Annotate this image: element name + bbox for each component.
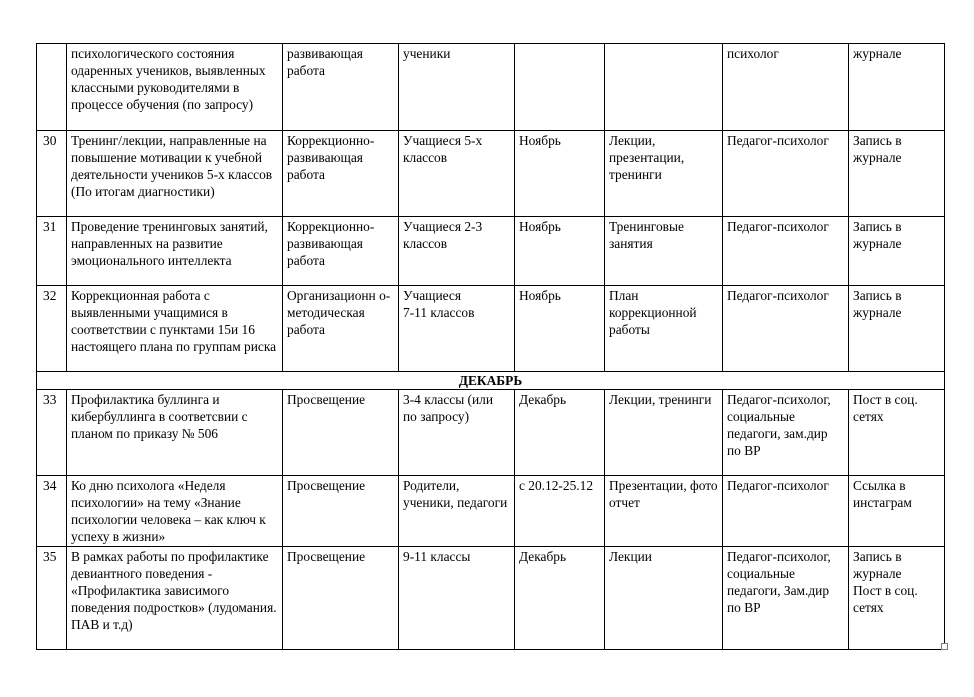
activity-cell: Проведение тренинговых занятий, направленных на развитие эмоционального интеллекта bbox=[67, 217, 283, 286]
work-plan-table bbox=[36, 43, 945, 650]
activity-cell: В рамках работы по профилактике девиантного поведения - «Профилактика зависимого поведения подростков» (лудомания. ПАВ и т.д) bbox=[67, 547, 283, 650]
participants-cell: Родители, ученики, педагоги bbox=[399, 476, 515, 547]
row-number bbox=[37, 44, 67, 131]
direction-cell: Коррекционно-развивающая работа bbox=[283, 217, 399, 286]
row-number: 33 bbox=[37, 390, 67, 476]
direction-cell: развивающая работа bbox=[283, 44, 399, 131]
date-cell: Декабрь bbox=[515, 390, 605, 476]
month-header: ДЕКАБРЬ bbox=[37, 372, 945, 390]
report-cell: журнале bbox=[849, 44, 945, 131]
report-cell: Запись в журнале bbox=[849, 217, 945, 286]
table-row bbox=[37, 44, 945, 131]
date-cell: Ноябрь bbox=[515, 286, 605, 372]
participants-cell: Учащиеся 7-11 классов bbox=[399, 286, 515, 372]
form-cell: Лекции bbox=[605, 547, 723, 650]
row-number: 34 bbox=[37, 476, 67, 547]
form-cell: План коррекционной работы bbox=[605, 286, 723, 372]
report-cell: Запись в журнале bbox=[849, 131, 945, 217]
report-cell: Ссылка в инстаграм bbox=[849, 476, 945, 547]
row-number: 31 bbox=[37, 217, 67, 286]
responsible-cell: Педагог-психолог bbox=[723, 476, 849, 547]
form-cell: Презентации, фото отчет bbox=[605, 476, 723, 547]
row-number: 30 bbox=[37, 131, 67, 217]
responsible-cell: психолог bbox=[723, 44, 849, 131]
activity-cell: психологического состояния одаренных учеников, выявленных классными руководителями в процессе обучения (по запросу) bbox=[67, 44, 283, 131]
date-cell bbox=[515, 44, 605, 131]
table-row bbox=[37, 476, 945, 547]
table-row bbox=[37, 131, 945, 217]
table-row bbox=[37, 390, 945, 476]
responsible-cell: Педагог-психолог bbox=[723, 131, 849, 217]
table-row bbox=[37, 286, 945, 372]
direction-cell: Просвещение bbox=[283, 547, 399, 650]
date-cell: с 20.12-25.12 bbox=[515, 476, 605, 547]
date-cell: Ноябрь bbox=[515, 131, 605, 217]
direction-cell: Просвещение bbox=[283, 476, 399, 547]
report-cell: Запись в журнале bbox=[849, 286, 945, 372]
responsible-cell: Педагог-психолог, социальные педагоги, зам.дир по ВР bbox=[723, 390, 849, 476]
form-cell: Лекции, тренинги bbox=[605, 390, 723, 476]
responsible-cell: Педагог-психолог, социальные педагоги, Зам.дир по ВР bbox=[723, 547, 849, 650]
responsible-cell: Педагог-психолог bbox=[723, 217, 849, 286]
form-cell bbox=[605, 44, 723, 131]
direction-cell: Просвещение bbox=[283, 390, 399, 476]
activity-cell: Коррекционная работа с выявленными учащимися в соответствии с пунктами 15и 16 настоящего плана по группам риска bbox=[67, 286, 283, 372]
participants-cell: Учащиеся 2-3 классов bbox=[399, 217, 515, 286]
month-header-row bbox=[37, 372, 945, 390]
participants-cell: 9-11 классы bbox=[399, 547, 515, 650]
table-row bbox=[37, 547, 945, 650]
responsible-cell: Педагог-психолог bbox=[723, 286, 849, 372]
participants-cell: ученики bbox=[399, 44, 515, 131]
date-cell: Декабрь bbox=[515, 547, 605, 650]
form-cell: Лекции, презентации, тренинги bbox=[605, 131, 723, 217]
activity-cell: Ко дню психолога «Неделя психологии» на тему «Знание психологии человека – как ключ к успеху в жизни» bbox=[67, 476, 283, 547]
table-row bbox=[37, 217, 945, 286]
date-cell: Ноябрь bbox=[515, 217, 605, 286]
direction-cell: Коррекционно-развивающая работа bbox=[283, 131, 399, 217]
activity-cell: Профилактика буллинга и кибербуллинга в соответсвии с планом по приказу № 506 bbox=[67, 390, 283, 476]
participants-cell: Учащиеся 5-х классов bbox=[399, 131, 515, 217]
report-cell: Запись в журнале Пост в соц. сетях bbox=[849, 547, 945, 650]
activity-cell: Тренинг/лекции, направленные на повышение мотивации к учебной деятельности учеников 5-х классов (По итогам диагностики) bbox=[67, 131, 283, 217]
report-cell: Пост в соц. сетях bbox=[849, 390, 945, 476]
form-cell: Тренинговые занятия bbox=[605, 217, 723, 286]
row-number: 35 bbox=[37, 547, 67, 650]
row-number: 32 bbox=[37, 286, 67, 372]
participants-cell: 3-4 классы (или по запросу) bbox=[399, 390, 515, 476]
direction-cell: Организационн о-методическая работа bbox=[283, 286, 399, 372]
table-resize-handle[interactable] bbox=[941, 643, 948, 650]
